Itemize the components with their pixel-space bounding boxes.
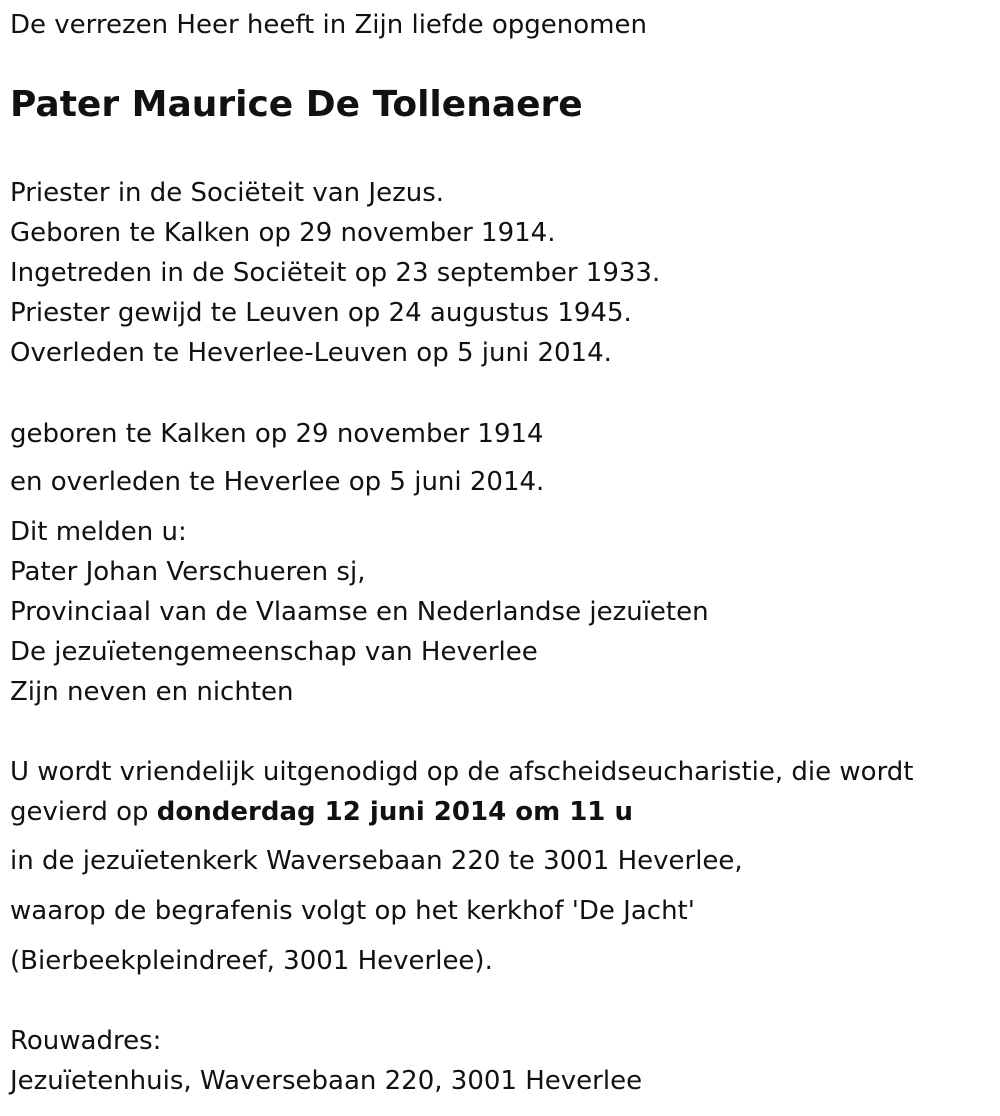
address-value: Jezuïetenhuis, Waversebaan 220, 3001 Heverlee [10,1066,643,1096]
invitation-line: (Bierbeekpleindreef, 3001 Heverlee). [10,946,493,976]
announcer-line: Zijn neven en nichten [10,677,294,707]
announcer-line: Provinciaal van de Vlaamse en Nederlandse jezuïeten [10,597,709,627]
deceased-name: Pater Maurice De Tollenaere [10,84,583,125]
bio-line: Ingetreden in de Sociëteit op 23 september 1933. [10,258,661,288]
invitation-line: U wordt vriendelijk uitgenodigd op de afscheidseucharistie, die wordt [10,757,914,787]
died-text: en overleden te Heverlee op 5 juni 2014. [10,467,545,497]
born-text: geboren te Kalken op 29 november 1914 [10,419,544,449]
announcer-line: Pater Johan Verschueren sj, [10,557,366,587]
invitation-date-line [10,792,633,832]
address-label: Rouwadres: [10,1026,162,1056]
invitation-line: waarop de begrafenis volgt op het kerkhof 'De Jacht' [10,896,695,926]
announcers-heading: Dit melden u: [10,517,187,547]
announcer-line: De jezuïetengemeenschap van Heverlee [10,637,538,667]
ceremony-datetime: donderdag 12 juni 2014 om 11 u [156,797,633,827]
bio-line: Geboren te Kalken op 29 november 1914. [10,218,556,248]
bio-line: Priester in de Sociëteit van Jezus. [10,178,445,208]
bio-line: Priester gewijd te Leuven op 24 augustus 1945. [10,298,632,328]
invitation-date-prefix: gevierd op [10,797,157,827]
bio-line: Overleden te Heverlee-Leuven op 5 juni 2014. [10,338,612,368]
intro-text: De verrezen Heer heeft in Zijn liefde opgenomen [10,10,647,40]
invitation-line: in de jezuïetenkerk Waversebaan 220 te 3001 Heverlee, [10,846,743,876]
